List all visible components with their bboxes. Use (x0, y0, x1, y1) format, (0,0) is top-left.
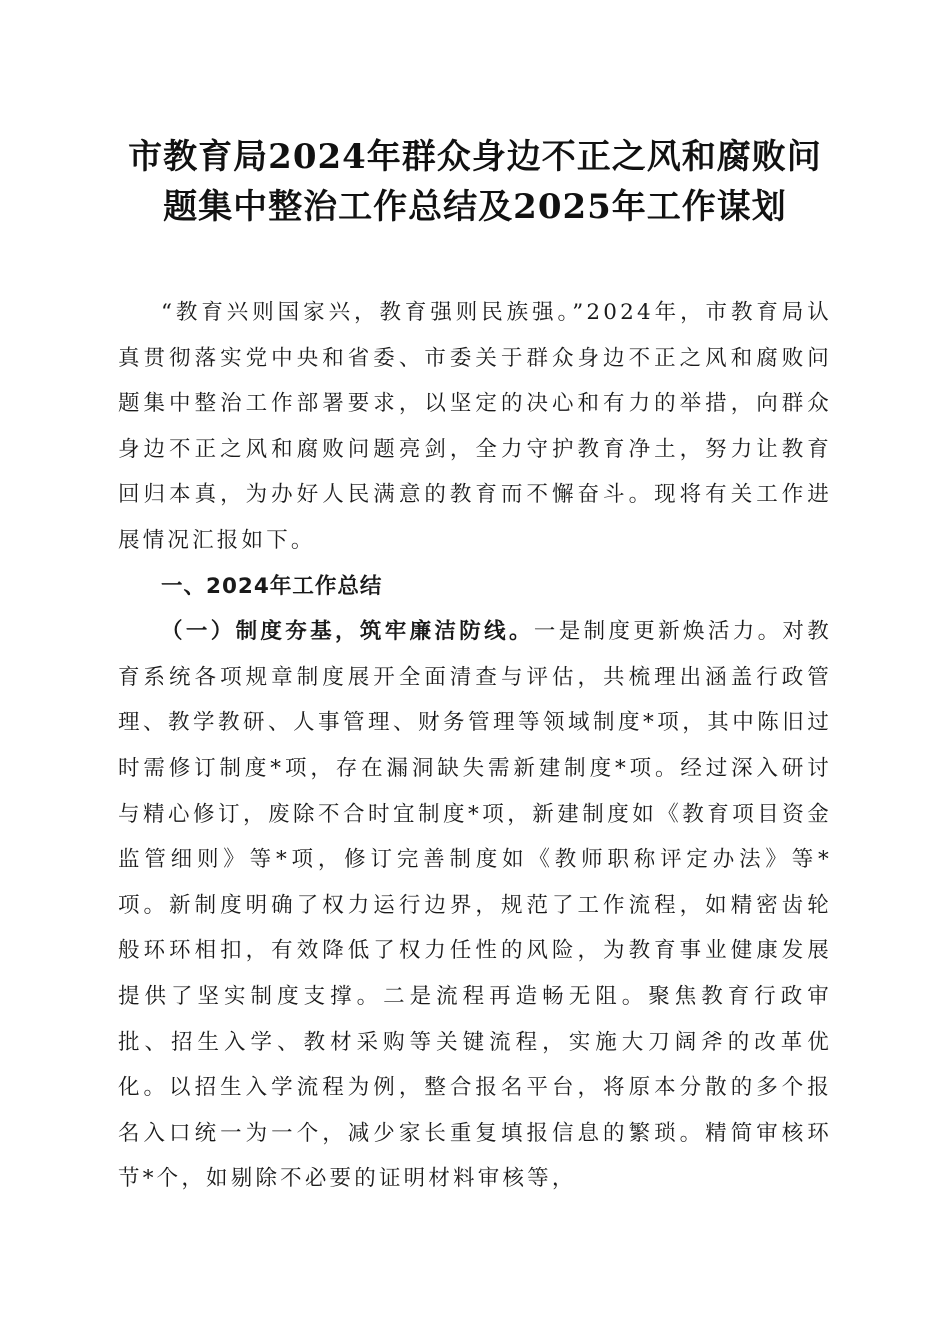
subsection-heading-1: （一）制度夯基，筑牢廉洁防线。 (161, 619, 534, 645)
section-heading-1: 一、2024年工作总结 (161, 573, 383, 599)
document-body (118, 290, 832, 1202)
document-title (118, 132, 832, 232)
intro-paragraph: “教育兴则国家兴，教育强则民族强。”2024年，市教育局认真贯彻落实党中央和省委、市委关于群众身边不正之风和腐败问题集中整治工作部署要求，以坚定的决心和有力的举措，向群众身边不正之风和腐败问题亮剑，全力守护教育净土，努力让教育回归本真，为办好人民满意的教育而不懈奋斗。现将有关工作进展情况汇报如下。 (118, 300, 832, 553)
title-line-2: 题集中整治工作总结及2025年工作谋划 (163, 187, 787, 227)
subsection-body-1: 一是制度更新焕活力。对教育系统各项规章制度展开全面清查与评估，共梳理出涵盖行政管理、教学教研、人事管理、财务管理等领域制度*项，其中陈旧过时需修订制度*项，存在漏洞缺失需新建制度*项。经过深入研讨与精心修订，废除不合时宜制度*项，新建制度如《教育项目资金监管细则》等*项，修订完善制度如《教师职称评定办法》等*项。新制度明确了权力运行边界，规范了工作流程，如精密齿轮般环环相扣，有效降低了权力任性的风险，为教育事业健康发展提供了坚实制度支撑。二是流程再造畅无阻。聚焦教育行政审批、招生入学、教材采购等关键流程，实施大刀阔斧的改革优化。以招生入学流程为例，整合报名平台，将原本分散的多个报名入口统一为一个，减少家长重复填报信息的繁琐。精简审核环节*个，如剔除不必要的证明材料审核等， (118, 619, 832, 1192)
subsection-paragraph-1 (118, 609, 832, 1202)
title-line-1: 市教育局2024年群众身边不正之风和腐败问 (128, 137, 822, 177)
